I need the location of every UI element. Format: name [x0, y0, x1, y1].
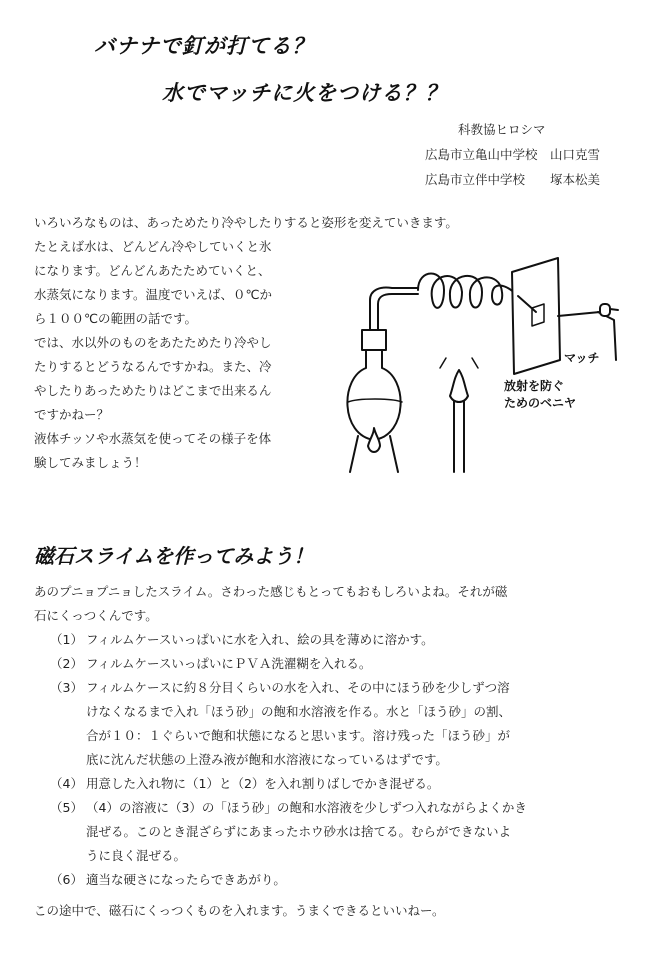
experiment-illustration — [322, 250, 634, 478]
flask — [347, 350, 400, 440]
step-item — [50, 772, 590, 796]
intro-line: ですかねー？ — [34, 407, 110, 422]
stopper — [362, 330, 386, 350]
author-group: 科教協ヒロシマ — [458, 122, 546, 137]
step-item — [50, 676, 590, 772]
intro-first-line: いろいろなものは、あっためたり冷やしたりすると姿形を変えていきます。 — [34, 215, 458, 230]
section-intro-line: 石にくっつくんです。 — [34, 608, 158, 623]
author-school-1: 広島市立亀山中学校 山口克雪 — [425, 147, 601, 162]
step-number: （4） — [50, 776, 83, 791]
step-item — [50, 628, 590, 652]
step-line: 適当な硬さになったらできあがり。 — [86, 872, 286, 887]
intro-paragraph — [34, 235, 319, 475]
author-school-2: 広島市立伴中学校 塚本松美 — [425, 172, 601, 187]
intro-line: 験してみましょう！ — [34, 455, 147, 470]
intro-line: ら１００℃の範囲の話です。 — [34, 311, 198, 326]
step-line: 底に沈んだ状態の上澄み液が飽和水溶液になっているはずです。 — [86, 752, 448, 767]
intro-line: になります。どんどんあたためていくと、 — [34, 263, 271, 278]
step-line: うに良く混ぜる。 — [86, 848, 187, 863]
section-intro — [34, 580, 507, 628]
label-board-line2: ためのベニヤ — [504, 396, 577, 410]
flask-water — [348, 399, 402, 402]
main-title: バナナで釘が打てる？ — [94, 34, 314, 58]
step-line: けなくなるまで入れ「ほう砂」の飽和水溶液を作る。水と「ほう砂」の割、 — [86, 704, 512, 719]
section-intro-line: あのプニョプニョしたスライム。さわった感じもとってもおもしろいよね。それが磁 — [34, 584, 508, 599]
intro-line: 水蒸気になります。温度でいえば、０℃か — [34, 287, 273, 302]
step-item — [50, 868, 590, 892]
intro-line: たとえば水は、どんどん冷やしていくと氷 — [34, 239, 272, 254]
step-line: （4）の溶液に（3）の「ほう砂」の飽和水溶液を少しずつ入れながらよくかき — [86, 800, 527, 815]
step-number: （1） — [50, 632, 83, 647]
veneer-board — [512, 258, 560, 374]
step-number: （6） — [50, 872, 83, 887]
coil — [418, 274, 518, 308]
intro-line: 液体チッソや水蒸気を使ってその様子を体 — [34, 431, 272, 446]
label-board-line1: 放射を防ぐ — [504, 379, 565, 393]
step-number: （2） — [50, 656, 83, 671]
step-line: 用意した入れ物に（1）と（2）を入れ割りばしでかき混ぜる。 — [86, 776, 440, 791]
step-number: （3） — [50, 680, 83, 695]
steps-list — [50, 628, 590, 892]
coil-flame — [450, 370, 468, 402]
step-number: （5） — [50, 800, 83, 815]
match-stick — [558, 312, 600, 316]
closing-text: この途中で、磁石にくっつくものを入れます。うまくできるといいねー。 — [34, 903, 445, 918]
step-line: フィルムケースいっぱいに水を入れ、絵の具を薄めに溶かす。 — [86, 632, 434, 647]
intro-line: やしたりあっためたりはどこまで出来るん — [34, 383, 272, 398]
step-item — [50, 796, 590, 868]
section-heading: 磁石スライムを作ってみよう！ — [34, 544, 314, 568]
sub-title: 水でマッチに火をつける？？ — [162, 81, 448, 105]
burner — [454, 400, 464, 472]
step-line: 合が１０：１ぐらいで飽和状態になると思います。溶け残った「ほう砂」が — [86, 728, 511, 743]
label-match: マッチ — [564, 351, 600, 365]
step-line: フィルムケースに約８分目くらいの水を入れ、その中にほう砂を少しずつ溶 — [86, 680, 510, 695]
step-item — [50, 652, 590, 676]
step-line: フィルムケースいっぱいにＰＶＡ洗濯糊を入れる。 — [86, 656, 372, 671]
intro-line: たりするとどうなるんですかね。また、冷 — [34, 359, 272, 374]
flask-flame — [368, 428, 380, 452]
intro-line: では、水以外のものをあたためたり冷やし — [34, 335, 272, 350]
step-line: 混ぜる。このとき混ざらずにあまったホウ砂水は捨てる。むらができないよ — [86, 824, 512, 839]
